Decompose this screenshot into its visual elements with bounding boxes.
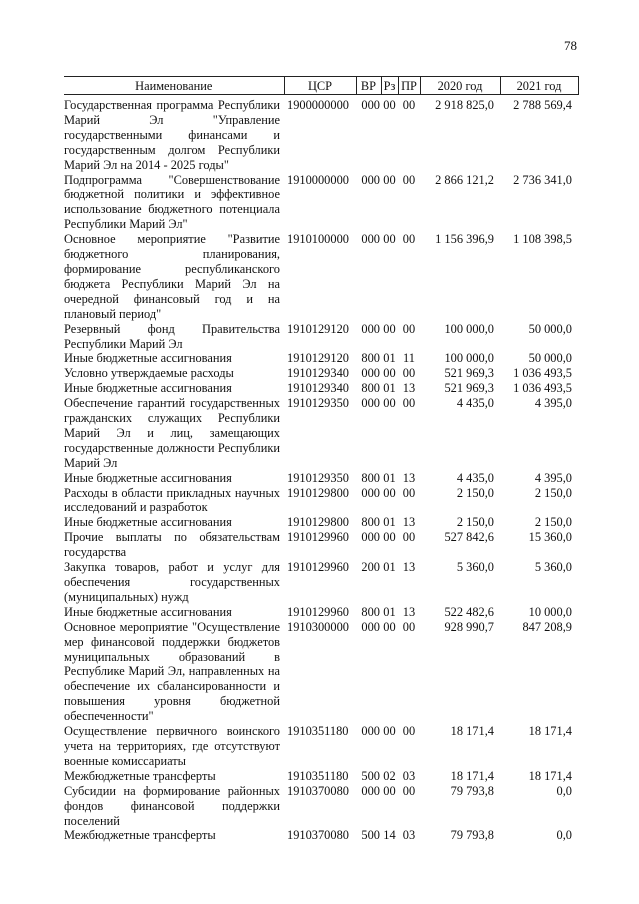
table-row xyxy=(64,322,578,352)
row-name: Осуществление первичного воинского учета на территориях, где отсутствуют военные комиссариаты xyxy=(64,724,280,768)
row-amount-2021: 2 736 341,0 xyxy=(513,172,572,187)
table-header xyxy=(64,77,578,95)
row-amount-2020: 4 435,0 xyxy=(456,396,494,411)
row-amount-2021: 1 108 398,5 xyxy=(513,232,572,247)
row-vr: 000 xyxy=(361,232,380,247)
row-csr: 1910129960 xyxy=(287,560,349,575)
row-amount-2020: 18 171,4 xyxy=(450,768,494,783)
row-amount-2020: 2 918 825,0 xyxy=(435,98,494,112)
row-amount-2020: 5 360,0 xyxy=(456,560,494,575)
row-csr: 1910129120 xyxy=(287,321,349,336)
row-amount-2020: 2 866 121,2 xyxy=(435,172,494,187)
table-row xyxy=(64,381,578,396)
row-pr: 13 xyxy=(402,604,416,619)
row-rz: 00 xyxy=(383,396,396,411)
row-csr: 1900000000 xyxy=(287,98,349,112)
row-amount-2020: 79 793,8 xyxy=(450,783,494,798)
row-amount-2020: 521 969,3 xyxy=(444,366,494,381)
row-csr: 1910129340 xyxy=(287,381,349,396)
row-pr: 13 xyxy=(402,515,416,530)
row-vr: 000 xyxy=(361,530,380,545)
row-rz: 00 xyxy=(383,724,396,739)
row-amount-2021: 847 208,9 xyxy=(522,619,572,634)
header-pr: ПР xyxy=(398,77,420,95)
row-rz: 00 xyxy=(383,783,396,798)
row-pr: 13 xyxy=(402,470,416,485)
table-row xyxy=(64,784,578,829)
row-amount-2021: 2 150,0 xyxy=(534,515,572,530)
table-row xyxy=(64,605,578,620)
row-name: Межбюджетные трансферты xyxy=(64,768,216,783)
row-csr: 1910351180 xyxy=(287,724,349,739)
row-name: Расходы в области прикладных научных исследований и разработок xyxy=(64,485,280,515)
row-amount-2020: 928 990,7 xyxy=(444,619,494,634)
row-amount-2021: 2 150,0 xyxy=(534,485,572,500)
table-row xyxy=(64,173,578,233)
row-rz: 01 xyxy=(383,604,396,619)
row-name: Основное мероприятие "Осуществление мер финансовой поддержки бюджетов муниципальных образований в Республике Марий Эл, направленных на обеспечение их сбалансированности и повышения уровня бюджетной обеспеченности" xyxy=(64,619,280,724)
row-csr: 1910000000 xyxy=(287,172,349,187)
table-row xyxy=(64,486,578,516)
row-amount-2020: 1 156 396,9 xyxy=(435,232,494,247)
row-amount-2021: 1 036 493,5 xyxy=(513,366,572,381)
row-pr: 00 xyxy=(402,172,416,187)
row-csr: 1910129340 xyxy=(287,366,349,381)
row-vr: 000 xyxy=(361,485,380,500)
row-name: Иные бюджетные ассигнования xyxy=(64,604,232,619)
table-row xyxy=(64,828,578,843)
row-amount-2021: 4 395,0 xyxy=(534,396,572,411)
row-amount-2021: 15 360,0 xyxy=(528,530,572,545)
table-body xyxy=(64,95,578,844)
row-name: Иные бюджетные ассигнования xyxy=(64,515,232,530)
row-pr: 00 xyxy=(402,783,416,798)
row-rz: 00 xyxy=(383,321,396,336)
table-row xyxy=(64,471,578,486)
row-vr: 000 xyxy=(361,619,380,634)
row-rz: 01 xyxy=(383,381,396,396)
row-pr: 13 xyxy=(402,381,416,396)
row-pr: 00 xyxy=(402,366,416,381)
row-pr: 00 xyxy=(402,98,416,112)
row-pr: 00 xyxy=(402,530,416,545)
header-csr: ЦСР xyxy=(284,77,356,95)
row-rz: 01 xyxy=(383,470,396,485)
row-name: Иные бюджетные ассигнования xyxy=(64,351,232,366)
row-csr: 1910300000 xyxy=(287,619,349,634)
row-rz: 00 xyxy=(383,366,396,381)
row-amount-2021: 2 788 569,4 xyxy=(513,98,572,112)
row-name: Условно утверждаемые расходы xyxy=(64,366,234,381)
row-amount-2021: 5 360,0 xyxy=(534,560,572,575)
row-pr: 00 xyxy=(402,485,416,500)
row-name: Закупка товаров, работ и услуг для обеспечения государственных (муниципальных) нужд xyxy=(64,560,280,604)
row-csr: 1910129120 xyxy=(287,351,349,366)
row-csr: 1910100000 xyxy=(287,232,349,247)
row-vr: 000 xyxy=(361,366,380,381)
table-row xyxy=(64,515,578,530)
row-pr: 00 xyxy=(402,619,416,634)
row-rz: 00 xyxy=(383,619,396,634)
row-vr: 000 xyxy=(361,783,380,798)
row-amount-2020: 18 171,4 xyxy=(450,724,494,739)
row-vr: 000 xyxy=(361,724,380,739)
row-vr: 800 xyxy=(361,515,380,530)
table-row xyxy=(64,396,578,471)
row-name: Прочие выплаты по обязательствам государства xyxy=(64,530,280,560)
row-csr: 1910129800 xyxy=(287,485,349,500)
row-name: Иные бюджетные ассигнования xyxy=(64,470,232,485)
row-rz: 01 xyxy=(383,515,396,530)
row-name: Основное мероприятие "Развитие бюджетного планирования, формирование республиканского бюджета Республики Марий Эл на очередной финансовый год и на плановый период" xyxy=(64,232,280,321)
table-row xyxy=(64,98,578,173)
row-csr: 1910129960 xyxy=(287,604,349,619)
row-vr: 000 xyxy=(361,396,380,411)
row-amount-2021: 1 036 493,5 xyxy=(513,381,572,396)
row-vr: 000 xyxy=(361,172,380,187)
row-pr: 00 xyxy=(402,724,416,739)
row-amount-2020: 100 000,0 xyxy=(444,351,494,366)
row-rz: 00 xyxy=(383,530,396,545)
row-csr: 1910370080 xyxy=(287,783,349,798)
row-csr: 1910129800 xyxy=(287,515,349,530)
row-csr: 1910129350 xyxy=(287,396,349,411)
row-amount-2020: 4 435,0 xyxy=(456,470,494,485)
row-amount-2020: 527 842,6 xyxy=(444,530,494,545)
row-rz: 02 xyxy=(383,768,396,783)
row-name: Межбюджетные трансферты xyxy=(64,828,216,843)
row-vr: 500 xyxy=(361,828,380,843)
table-row xyxy=(64,366,578,381)
row-pr: 13 xyxy=(402,560,416,575)
header-vr: ВР xyxy=(356,77,381,95)
table-row xyxy=(64,620,578,724)
table-row xyxy=(64,724,578,769)
page-number: 78 xyxy=(564,38,577,53)
row-amount-2020: 2 150,0 xyxy=(456,485,494,500)
row-vr: 000 xyxy=(361,98,380,112)
row-rz: 14 xyxy=(383,828,396,843)
row-amount-2020: 100 000,0 xyxy=(444,321,494,336)
row-vr: 800 xyxy=(361,381,380,396)
row-vr: 500 xyxy=(361,768,380,783)
row-pr: 00 xyxy=(402,232,416,247)
table-row xyxy=(64,530,578,560)
row-vr: 200 xyxy=(361,560,380,575)
table-row xyxy=(64,351,578,366)
row-name: Резервный фонд Правительства Республики Марий Эл xyxy=(64,321,280,351)
row-csr: 1910129350 xyxy=(287,470,349,485)
row-vr: 800 xyxy=(361,470,380,485)
row-rz: 00 xyxy=(383,232,396,247)
row-name: Иные бюджетные ассигнования xyxy=(64,381,232,396)
row-vr: 800 xyxy=(361,604,380,619)
row-csr: 1910129960 xyxy=(287,530,349,545)
row-rz: 00 xyxy=(383,485,396,500)
row-amount-2021: 50 000,0 xyxy=(528,351,572,366)
header-rz: Рз xyxy=(381,77,398,95)
row-amount-2021: 0,0 xyxy=(556,828,572,843)
row-amount-2020: 79 793,8 xyxy=(450,828,494,843)
row-name: Обеспечение гарантий государственных гражданских служащих Республики Марий Эл и лиц, замещающих государственные должности Республики Марий Эл xyxy=(64,396,280,470)
row-amount-2021: 0,0 xyxy=(556,783,572,798)
header-year-2020: 2020 год xyxy=(420,77,500,95)
row-amount-2021: 18 171,4 xyxy=(528,768,572,783)
row-amount-2021: 18 171,4 xyxy=(528,724,572,739)
row-pr: 00 xyxy=(402,396,416,411)
row-vr: 000 xyxy=(361,321,380,336)
row-pr: 03 xyxy=(402,768,416,783)
row-name: Государственная программа Республики Марий Эл "Управление государственными финансами и государственным долгом Республики Марий Эл на 2014 - 2025 годы" xyxy=(64,98,280,172)
row-name: Подпрограмма "Совершенствование бюджетной политики и эффективное использование бюджетного потенциала Республики Марий Эл" xyxy=(64,172,280,232)
row-csr: 1910370080 xyxy=(287,828,349,843)
row-vr: 800 xyxy=(361,351,380,366)
header-row xyxy=(64,77,578,95)
row-rz: 01 xyxy=(383,351,396,366)
row-pr: 00 xyxy=(402,321,416,336)
row-amount-2021: 10 000,0 xyxy=(528,604,572,619)
row-amount-2020: 522 482,6 xyxy=(444,604,494,619)
row-name: Субсидии на формирование районных фондов финансовой поддержки поселений xyxy=(64,783,280,828)
row-rz: 01 xyxy=(383,560,396,575)
header-name: Наименование xyxy=(64,77,284,95)
table-row xyxy=(64,560,578,605)
row-rz: 00 xyxy=(383,98,396,112)
row-amount-2021: 4 395,0 xyxy=(534,470,572,485)
table-row xyxy=(64,769,578,784)
row-amount-2020: 521 969,3 xyxy=(444,381,494,396)
row-amount-2021: 50 000,0 xyxy=(528,321,572,336)
header-year-2021: 2021 год xyxy=(500,77,578,95)
table-row xyxy=(64,232,578,321)
row-rz: 00 xyxy=(383,172,396,187)
row-pr: 11 xyxy=(403,351,415,366)
row-amount-2020: 2 150,0 xyxy=(456,515,494,530)
budget-table xyxy=(64,76,579,843)
row-pr: 03 xyxy=(402,828,416,843)
row-csr: 1910351180 xyxy=(287,768,349,783)
